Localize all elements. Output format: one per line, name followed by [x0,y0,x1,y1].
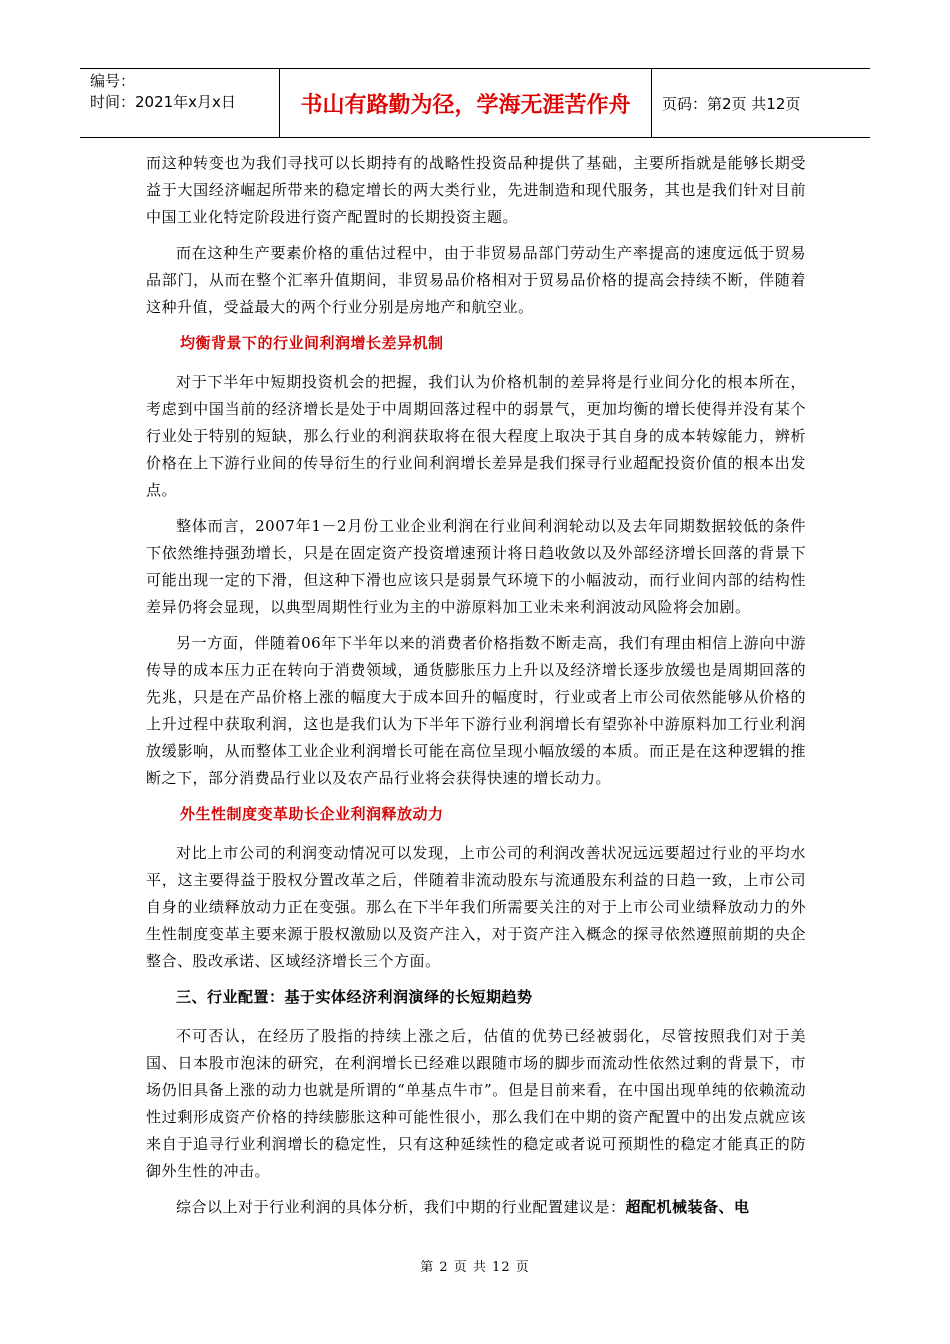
document-number: 编号： [90,72,136,90]
paragraph: 另一方面，伴随着06年下半年以来的消费者价格指数不断走高，我们有理由相信上游向中游传导的成本压力正在转向于消费领域，通货膨胀压力上升以及经济增长逐步放缓也是周期回落的先兆，只是在产品价格上涨的幅度大于成本回升的幅度时，行业或者上市公司依然能够从价格的上升过程中获取利润，这也是我们认为下半年下游行业利润增长有望弥补中游原料加工行业利润放缓影响，从而整体工业企业利润增长可能在高位呈现小幅放缓的本质。而正是在这种逻辑的推断之下，部分消费品行业以及农产品行业将会获得快速的增长动力。 [146,634,806,787]
page-header [80,68,870,138]
paragraph-text: 综合以上对于行业利润的具体分析，我们中期的行业配置建议是： [176,1198,626,1216]
paragraph: 对比上市公司的利润变动情况可以发现，上市公司的利润改善状况远远要超过行业的平均水平，这主要得益于股权分置改革之后，伴随着非流动股东与流通股东利益的日趋一致，上市公司自身的业绩释放动力正在变强。那么在下半年我们所需要关注的对于上市公司业绩释放动力的外生性制度变革主要来源于股权激励以及资产注入，对于资产注入概念的探寻依然遵照前期的央企整合、股改承诺、区域经济增长三个方面。 [146,844,806,970]
paragraph-bold-text: 超配机械装备、电 [625,1198,750,1216]
paragraph: 而这种转变也为我们寻找可以长期持有的战略性投资品种提供了基础，主要所指就是能够长期受益于大国经济崛起所带来的稳定增长的两大类行业，先进制造和现代服务，其也是我们针对目前中国工业化特定阶段进行资产配置时的长期投资主题。 [146,154,806,226]
header-page-number: 页码：第2页 共12页 [662,94,801,113]
document-body [146,150,806,1230]
paragraph: 不可否认，在经历了股指的持续上涨之后，估值的优势已经被弱化，尽管按照我们对于美国、日本股市泡沫的研究，在利润增长已经难以跟随市场的脚步而流动性依然过剩的背景下，市场仍旧具备上涨的动力也就是所谓的“单基点牛市”。但是目前来看，在中国出现单纯的依赖流动性过剩形成资产价格的持续膨胀这种可能性很小，那么我们在中期的资产配置中的出发点就应该来自于追寻行业利润增长的稳定性，只有这种延续性的稳定或者说可预期性的稳定才能真正的防御外生性的冲击。 [146,1027,806,1180]
header-motto: 书山有路勤为径，学海无涯苦作舟 [280,69,652,137]
page-footer: 第 2 页 共 12 页 [420,1260,530,1275]
paragraph: 整体而言，2007年1－2月份工业企业利润在行业间利润轮动以及去年同期数据较低的条件下依然维持强劲增长，只是在固定资产投资增速预计将日趋收敛以及外部经济增长回落的背景下可能出现一定的下滑，但这种下滑也应该只是弱景气环境下的小幅波动，而行业间内部的结构性差异仍将会显现，以典型周期性行业为主的中游原料加工业未来利润波动风险将会加剧。 [146,517,806,616]
subsection-heading: 均衡背景下的行业间利润增长差异机制 [180,334,444,352]
paragraph: 对于下半年中短期投资机会的把握，我们认为价格机制的差异将是行业间分化的根本所在，考虑到中国当前的经济增长是处于中周期回落过程中的弱景气，更加均衡的增长使得并没有某个行业处于特别的短缺，那么行业的利润获取将在很大程度上取决于其自身的成本转嫁能力，辨析价格在上下游行业间的传导衍生的行业间利润增长差异是我们探寻行业超配投资价值的根本出发点。 [146,373,806,499]
paragraph: 而在这种生产要素价格的重估过程中，由于非贸易品部门劳动生产率提高的速度远低于贸易品部门，从而在整个汇率升值期间，非贸易品价格相对于贸易品价格的提高会持续不断，伴随着这种升值，受益最大的两个行业分别是房地产和航空业。 [146,244,806,316]
section-heading: 三、行业配置：基于实体经济利润演绎的长短期趋势 [176,988,533,1006]
document-date: 时间：2021年x月x日 [90,93,236,111]
paragraph [146,1194,806,1221]
header-meta [80,69,280,137]
subsection-heading: 外生性制度变革助长企业利润释放动力 [180,805,444,823]
